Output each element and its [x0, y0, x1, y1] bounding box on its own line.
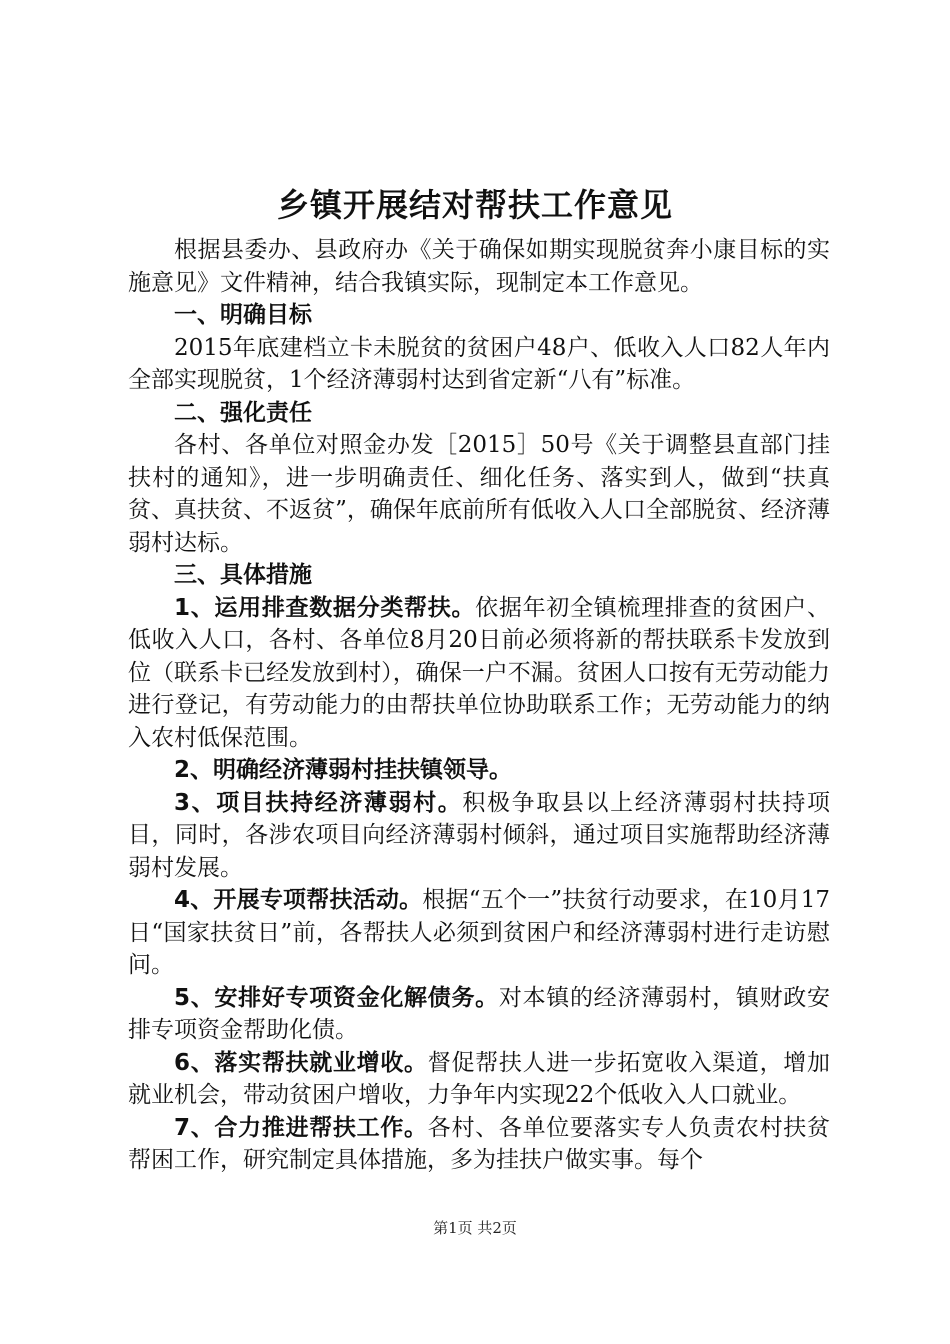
section-heading-responsibility: 二、强化责任 [174, 399, 312, 426]
measure-item [128, 754, 830, 787]
measure-item [128, 787, 830, 885]
measure-lead: 1、运用排查数据分类帮扶。 [174, 594, 476, 621]
measure-item [128, 884, 830, 982]
page-number-footer: 第1页 共2页 [433, 1219, 517, 1237]
measure-item [128, 1047, 830, 1112]
measure-text: 各村、各单位要落实专人负责农村扶贫帮困工作，研究制定具体措施，多为挂扶户做实事。每个 [128, 1114, 830, 1173]
section-text-goals: 2015年底建档立卡未脱贫的贫困户48户、低收入人口82人年内全部实现脱贫，1个经济薄弱村达到省定新“八有”标准。 [128, 334, 830, 393]
intro-paragraph: 根据县委办、县政府办《关于确保如期实现脱贫奔小康目标的实施意见》文件精神，结合我镇实际，现制定本工作意见。 [128, 237, 830, 296]
measure-item [128, 982, 830, 1047]
measure-text: 依据年初全镇梳理排查的贫困户、低收入人口，各村、各单位8月20日前必须将新的帮扶联系卡发放到位（联系卡已经发放到村），确保一户不漏。贫困人口按有无劳动能力进行登记，有劳动能力的由帮扶单位协助联系工作；无劳动能力的纳入农村低保范围。 [128, 594, 830, 751]
document-title: 乡镇开展结对帮扶工作意见 [276, 186, 673, 224]
measure-text: 督促帮扶人进一步拓宽收入渠道，增加就业机会，带动贫困户增收，力争年内实现22个低收入人口就业。 [128, 1049, 830, 1108]
measure-text: 根据“五个一”扶贫行动要求，在10月17日“国家扶贫日”前，各帮扶人必须到贫困户和经济薄弱村进行走访慰问。 [128, 887, 830, 978]
measure-item [128, 1112, 830, 1177]
section-text-responsibility: 各村、各单位对照金办发［2015］50号《关于调整县直部门挂扶村的通知》，进一步明确责任、细化任务、落实到人，做到“扶真贫、真扶贫、不返贫”，确保年底前所有低收入人口全部脱贫、经济薄弱村达标。 [128, 432, 830, 556]
section-heading-goals: 一、明确目标 [174, 302, 312, 328]
section-heading-measures: 三、具体措施 [174, 562, 312, 588]
measure-lead: 4、开展专项帮扶活动。 [174, 887, 423, 913]
measure-text: 对本镇的经济薄弱村，镇财政安排专项资金帮助化债。 [128, 984, 830, 1043]
measure-item [128, 592, 830, 755]
measure-lead: 2、明确经济薄弱村挂扶镇领导。 [174, 757, 513, 783]
measure-lead: 7、合力推进帮扶工作。 [174, 1114, 428, 1141]
measure-text: 积极争取县以上经济薄弱村扶持项目，同时，各涉农项目向经济薄弱村倾斜，通过项目实施帮助经济薄弱村发展。 [128, 789, 830, 881]
document-body [128, 234, 830, 1177]
measure-lead: 6、落实帮扶就业增收。 [174, 1049, 428, 1076]
measure-lead: 3、项目扶持经济薄弱村。 [174, 789, 463, 816]
measure-lead: 5、安排好专项资金化解债务。 [174, 984, 499, 1011]
